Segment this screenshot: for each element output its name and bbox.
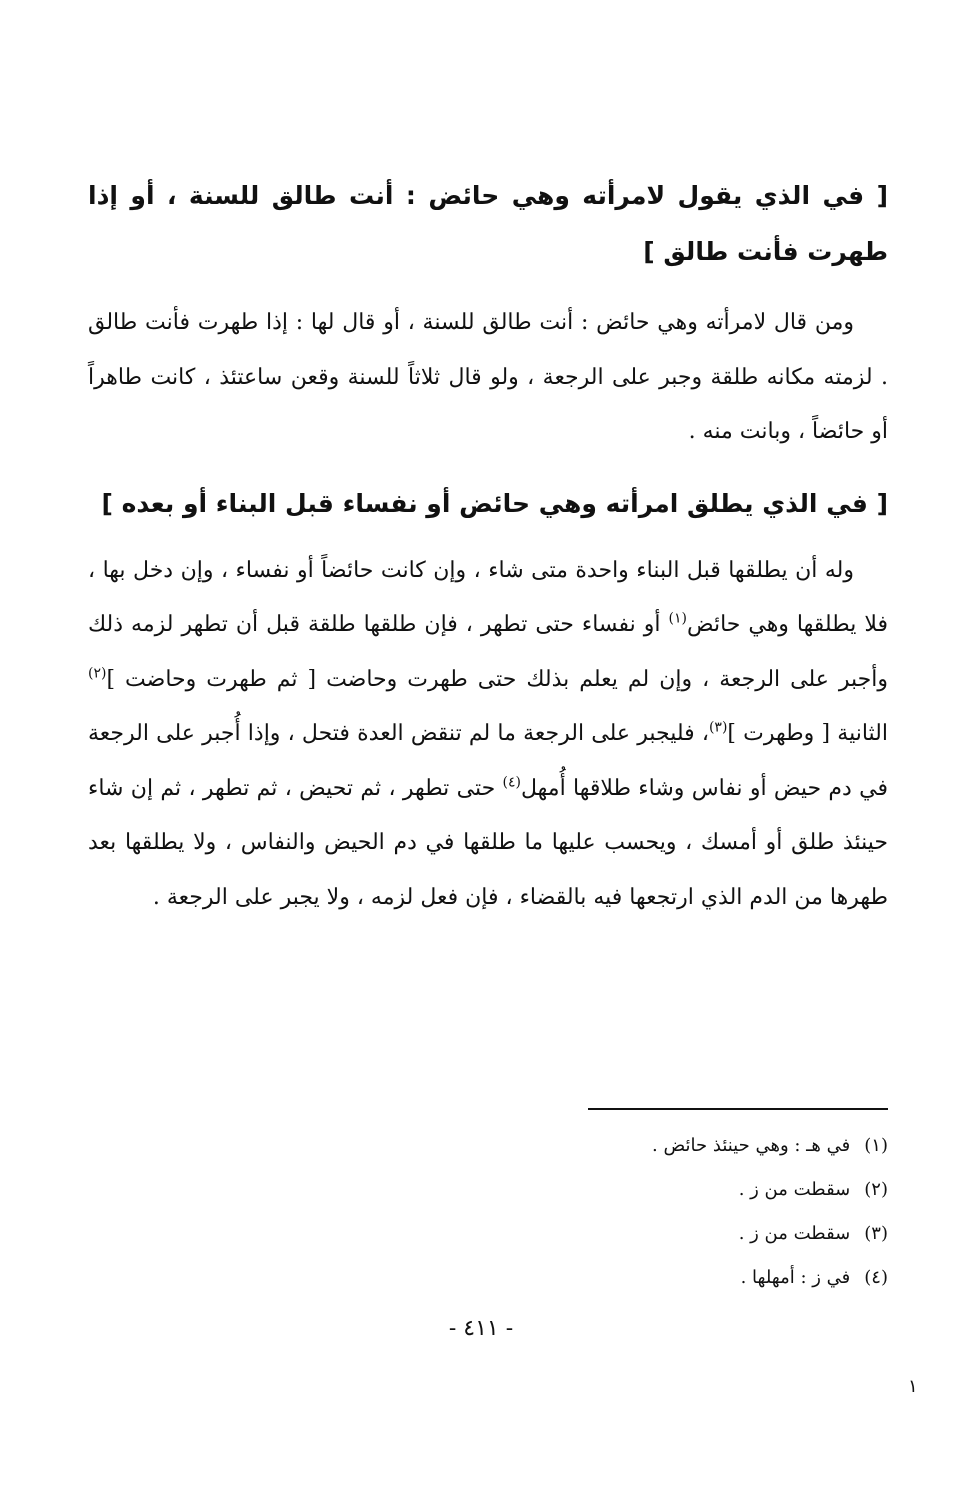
footnote-2 [88, 1168, 888, 1212]
paragraph-2 [88, 544, 888, 926]
footnote-ref-1[interactable]: (١) [668, 610, 687, 627]
paragraph-2-text: أو نفساء حتى تطهر ، فإن طلقها طلقة قبل أن تطهر لزمه ذلك وأجبر على الرجعة ، وإن لم يعلم بذلك حتى طهرت وحاضت [ ثم طهرت وحاضت ] [88, 612, 888, 692]
section-heading-2: [ في الذي يطلق امرأته وهي حائض أو نفساء قبل البناء أو بعده ] [101, 488, 888, 518]
paragraph-2-text: حتى تطهر ، ثم تحيض ، ثم تطهر ، ثم إن شاء حينئذ طلق أو أمسك ، ويحسب عليها ما طلقها في دم الحيض والنفاس ، ولا يطلقها بعد طهرها من الدم الذي ارتجعها فيه بالقضاء ، فإن فعل لزمه ، ولا يجبر على الرجعة . [88, 775, 888, 910]
paragraph-2-text: ، فليجبر على الرجعة ما لم تنقض العدة فتحل ، وإذا أُجبر على الرجعة في دم حيض أو نفاس وشاء طلاقها أُمهل [88, 721, 888, 801]
footnote-number: (٣) [864, 1223, 888, 1244]
footnotes-section [88, 1108, 888, 1300]
footnote-divider [588, 1108, 888, 1110]
footnote-text: سقطت من ز . [738, 1179, 851, 1200]
footnote-4 [88, 1256, 888, 1300]
footnote-text: سقطت من ز . [738, 1223, 851, 1244]
footnote-text: في ز : أمهلها . [740, 1267, 851, 1288]
paragraph-1: ومن قال لامرأته وهي حائض : أنت طالق للسنة ، أو قال لها : إذا طهرت فأنت طالق . لزمته مكانه طلقة وجبر على الرجعة ، ولو قال ثلاثاً للسنة وقعن ساعتئذ ، كانت طاهراً أو حائضاً ، وبانت منه . [88, 310, 888, 444]
footnote-ref-3[interactable]: (٣) [708, 719, 728, 736]
footnote-number: (٢) [864, 1179, 888, 1200]
footnote-ref-4[interactable]: (٤) [502, 774, 521, 791]
footnote-ref-2[interactable]: (٢) [88, 665, 107, 682]
section-heading-1: [ في الذي يقول لامرأته وهي حائض : أنت طالق للسنة ، أو إذا طهرت فأنت طالق ] [88, 181, 888, 266]
footnote-text: في هـ : وهي حينئذ حائض . [652, 1135, 851, 1156]
footnote-3 [88, 1212, 888, 1256]
footnote-number: (٤) [864, 1267, 888, 1288]
edge-mark: ١ [908, 1376, 918, 1397]
paragraph-2-text: وله أن يطلقها قبل البناء واحدة متى شاء ، وإن كانت حائضاً أو نفساء ، وإن دخل بها ، فلا يطلقها وهي حائض [88, 557, 888, 637]
paragraph-2-text: الثانية [ وطهرت ] [727, 721, 889, 746]
page-body [88, 168, 888, 925]
footnote-number: (١) [864, 1135, 888, 1156]
page-number: - ٤١١ - [448, 1316, 514, 1341]
footnote-1 [88, 1124, 888, 1168]
